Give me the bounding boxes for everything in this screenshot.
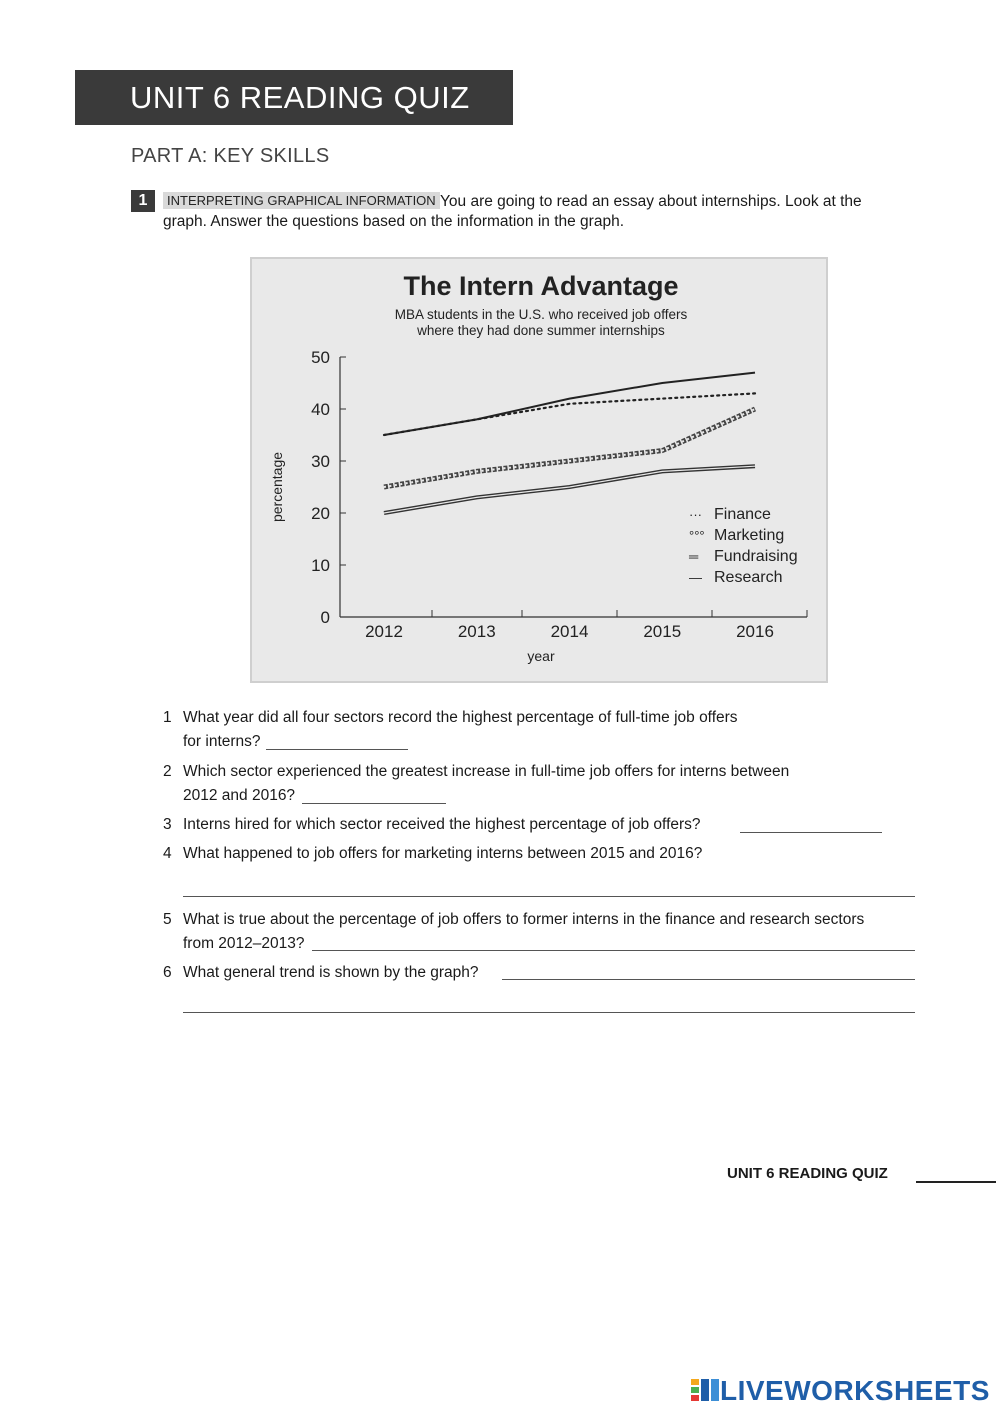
question-text-cont: for interns? [183,733,261,750]
y-tick-label: 0 [320,608,330,627]
x-tick-label: 2016 [736,622,774,641]
chart-subtitle-line2: where they had done summer internships [417,323,665,338]
question-text: Interns hired for which sector received the highest percentage of job offers? [183,816,701,833]
intro-text-line2: graph. Answer the questions based on the information in the graph. [163,213,624,230]
answer-line-3[interactable] [740,832,882,833]
legend-label: Fundraising [714,548,798,565]
x-tick-label: 2013 [457,622,496,641]
answer-line-1[interactable] [266,749,408,750]
line-chart [252,259,830,685]
question-text: What general trend is shown by the graph? [183,964,479,981]
fundraising-series-line-inner [384,466,755,513]
page-title: UNIT 6 READING QUIZ [130,80,470,115]
x-tick-label: 2014 [550,622,589,641]
answer-line-2[interactable] [302,803,446,804]
chart-frame [250,257,828,683]
y-tick-label: 40 [311,400,330,419]
y-tick-label: 20 [311,504,330,523]
fundraising-series-line [384,466,755,513]
finance-series-line [384,393,755,435]
question-number: 2 [163,763,172,780]
answer-line-4[interactable] [183,896,915,897]
answer-line-5[interactable] [312,950,915,951]
question-text-cont: 2012 and 2016? [183,787,296,804]
footer-score-line [916,1181,996,1183]
legend-symbol: ··· [689,507,702,522]
question-number: 1 [163,709,172,726]
exercise-number: 1 [131,190,155,212]
x-axis-label: year [527,648,555,664]
footer-label: UNIT 6 READING QUIZ [727,1165,888,1182]
intro-text-line1: You are going to read an essay about internships. Look at the [440,193,862,210]
x-tick-label: 2012 [365,622,403,641]
title-banner [75,70,513,125]
legend-label: Finance [714,506,771,523]
answer-line-6b[interactable] [183,1012,915,1013]
y-tick-label: 10 [311,556,330,575]
question-text: What year did all four sectors record the highest percentage of full-time job offers [183,709,738,726]
part-title: PART A: KEY SKILLS [131,145,330,167]
question-text: Which sector experienced the greatest increase in full-time job offers for interns between [183,763,790,780]
y-tick-label: 50 [311,348,330,367]
skill-label: INTERPRETING GRAPHICAL INFORMATION [163,192,440,209]
question-number: 4 [163,845,172,862]
y-tick-label: 30 [311,452,330,471]
question-number: 5 [163,911,172,928]
legend-label: Research [714,569,783,586]
brand-name: LIVEWORKSHEETS [720,1375,990,1406]
chart-subtitle-line1: MBA students in the U.S. who received job offers [394,307,688,322]
legend-label: Marketing [714,527,785,544]
x-tick-label: 2015 [643,622,682,641]
question-number: 6 [163,964,172,981]
liveworksheets-icon [690,1378,720,1402]
legend-symbol: — [689,570,702,585]
marketing-series-line [384,409,755,487]
question-text: What happened to job offers for marketing interns between 2015 and 2016? [183,845,703,862]
legend-symbol: ═ [689,549,699,564]
y-axis-label: percentage [269,451,285,523]
chart-title: The Intern Advantage [403,271,679,301]
question-text-cont: from 2012–2013? [183,935,305,952]
legend-symbol: °°° [689,528,705,543]
answer-line-6a[interactable] [502,979,915,980]
question-number: 3 [163,816,172,833]
question-text: What is true about the percentage of job offers to former interns in the finance and research sectors [183,911,865,928]
